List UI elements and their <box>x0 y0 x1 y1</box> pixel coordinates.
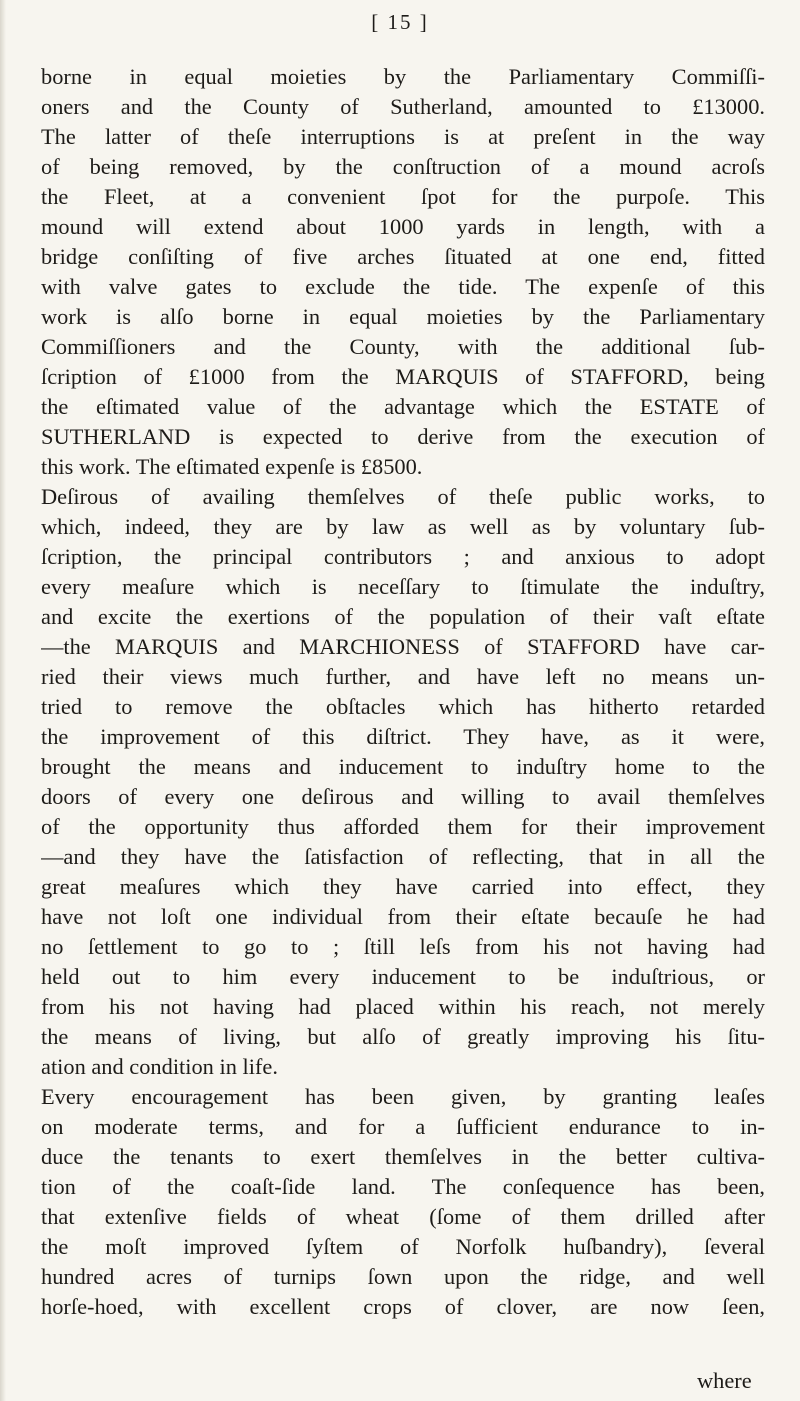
text-line: that extenſive fields of wheat (ſome of them drilled after <box>41 1204 765 1229</box>
text-line: brought the means and inducement to induſtry home to the <box>41 754 765 779</box>
text-line: borne in equal moieties by the Parliamentary Commiſſi- <box>41 64 765 89</box>
text-line: —and they have the ſatisfaction of reflecting, that in all the <box>41 844 765 869</box>
text-line: Commiſſioners and the County, with the additional ſub- <box>41 334 765 359</box>
page-binding-edge <box>0 0 6 1401</box>
text-line: of the opportunity thus afforded them for their improvement <box>41 814 765 839</box>
body-text <box>41 62 765 1322</box>
text-line: the moſt improved ſyſtem of Norfolk huſbandry), ſeveral <box>41 1234 765 1259</box>
text-line: Deſirous of availing themſelves of theſe public works, to <box>41 484 765 509</box>
text-line: and excite the exertions of the population of their vaſt eſtate <box>41 604 765 629</box>
text-line: the means of living, but alſo of greatly improving his ſitu- <box>41 1024 765 1049</box>
text-line: Every encouragement has been given, by granting leaſes <box>41 1084 765 1109</box>
text-line: with valve gates to exclude the tide. The expenſe of this <box>41 274 765 299</box>
text-line: The latter of theſe interruptions is at preſent in the way <box>41 124 765 149</box>
text-line: from his not having had placed within his reach, not merely <box>41 994 765 1019</box>
text-line: the Fleet, at a convenient ſpot for the purpoſe. This <box>41 184 765 209</box>
text-line: held out to him every inducement to be induſtrious, or <box>41 964 765 989</box>
text-line: doors of every one deſirous and willing to avail themſelves <box>41 784 765 809</box>
text-line: ried their views much further, and have left no means un- <box>41 664 765 689</box>
text-line: oners and the County of Sutherland, amounted to £13000. <box>41 94 765 119</box>
catchword: where <box>697 1368 752 1393</box>
text-line: the eſtimated value of the advantage which the ESTATE of <box>41 394 765 419</box>
text-line: which, indeed, they are by law as well as by voluntary ſub- <box>41 514 765 539</box>
text-line: no ſettlement to go to ; ſtill leſs from his not having had <box>41 934 765 959</box>
page-number: [ 15 ] <box>371 10 429 34</box>
text-line: have not loſt one individual from their eſtate becauſe he had <box>41 904 765 929</box>
text-line: on moderate terms, and for a ſufficient endurance to in- <box>41 1114 765 1139</box>
text-line: the improvement of this diſtrict. They have, as it were, <box>41 724 765 749</box>
text-line: every meaſure which is neceſſary to ſtimulate the induſtry, <box>41 574 765 599</box>
text-line: ation and condition in life. <box>41 1054 278 1079</box>
text-line: horſe-hoed, with excellent crops of clover, are now ſeen, <box>41 1294 765 1319</box>
text-line: work is alſo borne in equal moieties by the Parliamentary <box>41 304 765 329</box>
text-line: of being removed, by the conſtruction of a mound acroſs <box>41 154 765 179</box>
text-line: hundred acres of turnips ſown upon the ridge, and well <box>41 1264 765 1289</box>
text-line: bridge conſiſting of five arches ſituated at one end, fitted <box>41 244 765 269</box>
text-line: ſcription of £1000 from the MARQUIS of STAFFORD, being <box>41 364 765 389</box>
text-line: ſcription, the principal contributors ; and anxious to adopt <box>41 544 765 569</box>
text-line: SUTHERLAND is expected to derive from the execution of <box>41 424 765 449</box>
text-line: tion of the coaſt-ſide land. The conſequence has been, <box>41 1174 765 1199</box>
text-line: duce the tenants to exert themſelves in the better cultiva- <box>41 1144 765 1169</box>
text-line: tried to remove the obſtacles which has hitherto retarded <box>41 694 765 719</box>
text-line: mound will extend about 1000 yards in length, with a <box>41 214 765 239</box>
text-line: this work. The eſtimated expenſe is £8500. <box>41 454 423 479</box>
text-line: great meaſures which they have carried into effect, they <box>41 874 765 899</box>
text-line: —the MARQUIS and MARCHIONESS of STAFFORD have car- <box>41 634 765 659</box>
